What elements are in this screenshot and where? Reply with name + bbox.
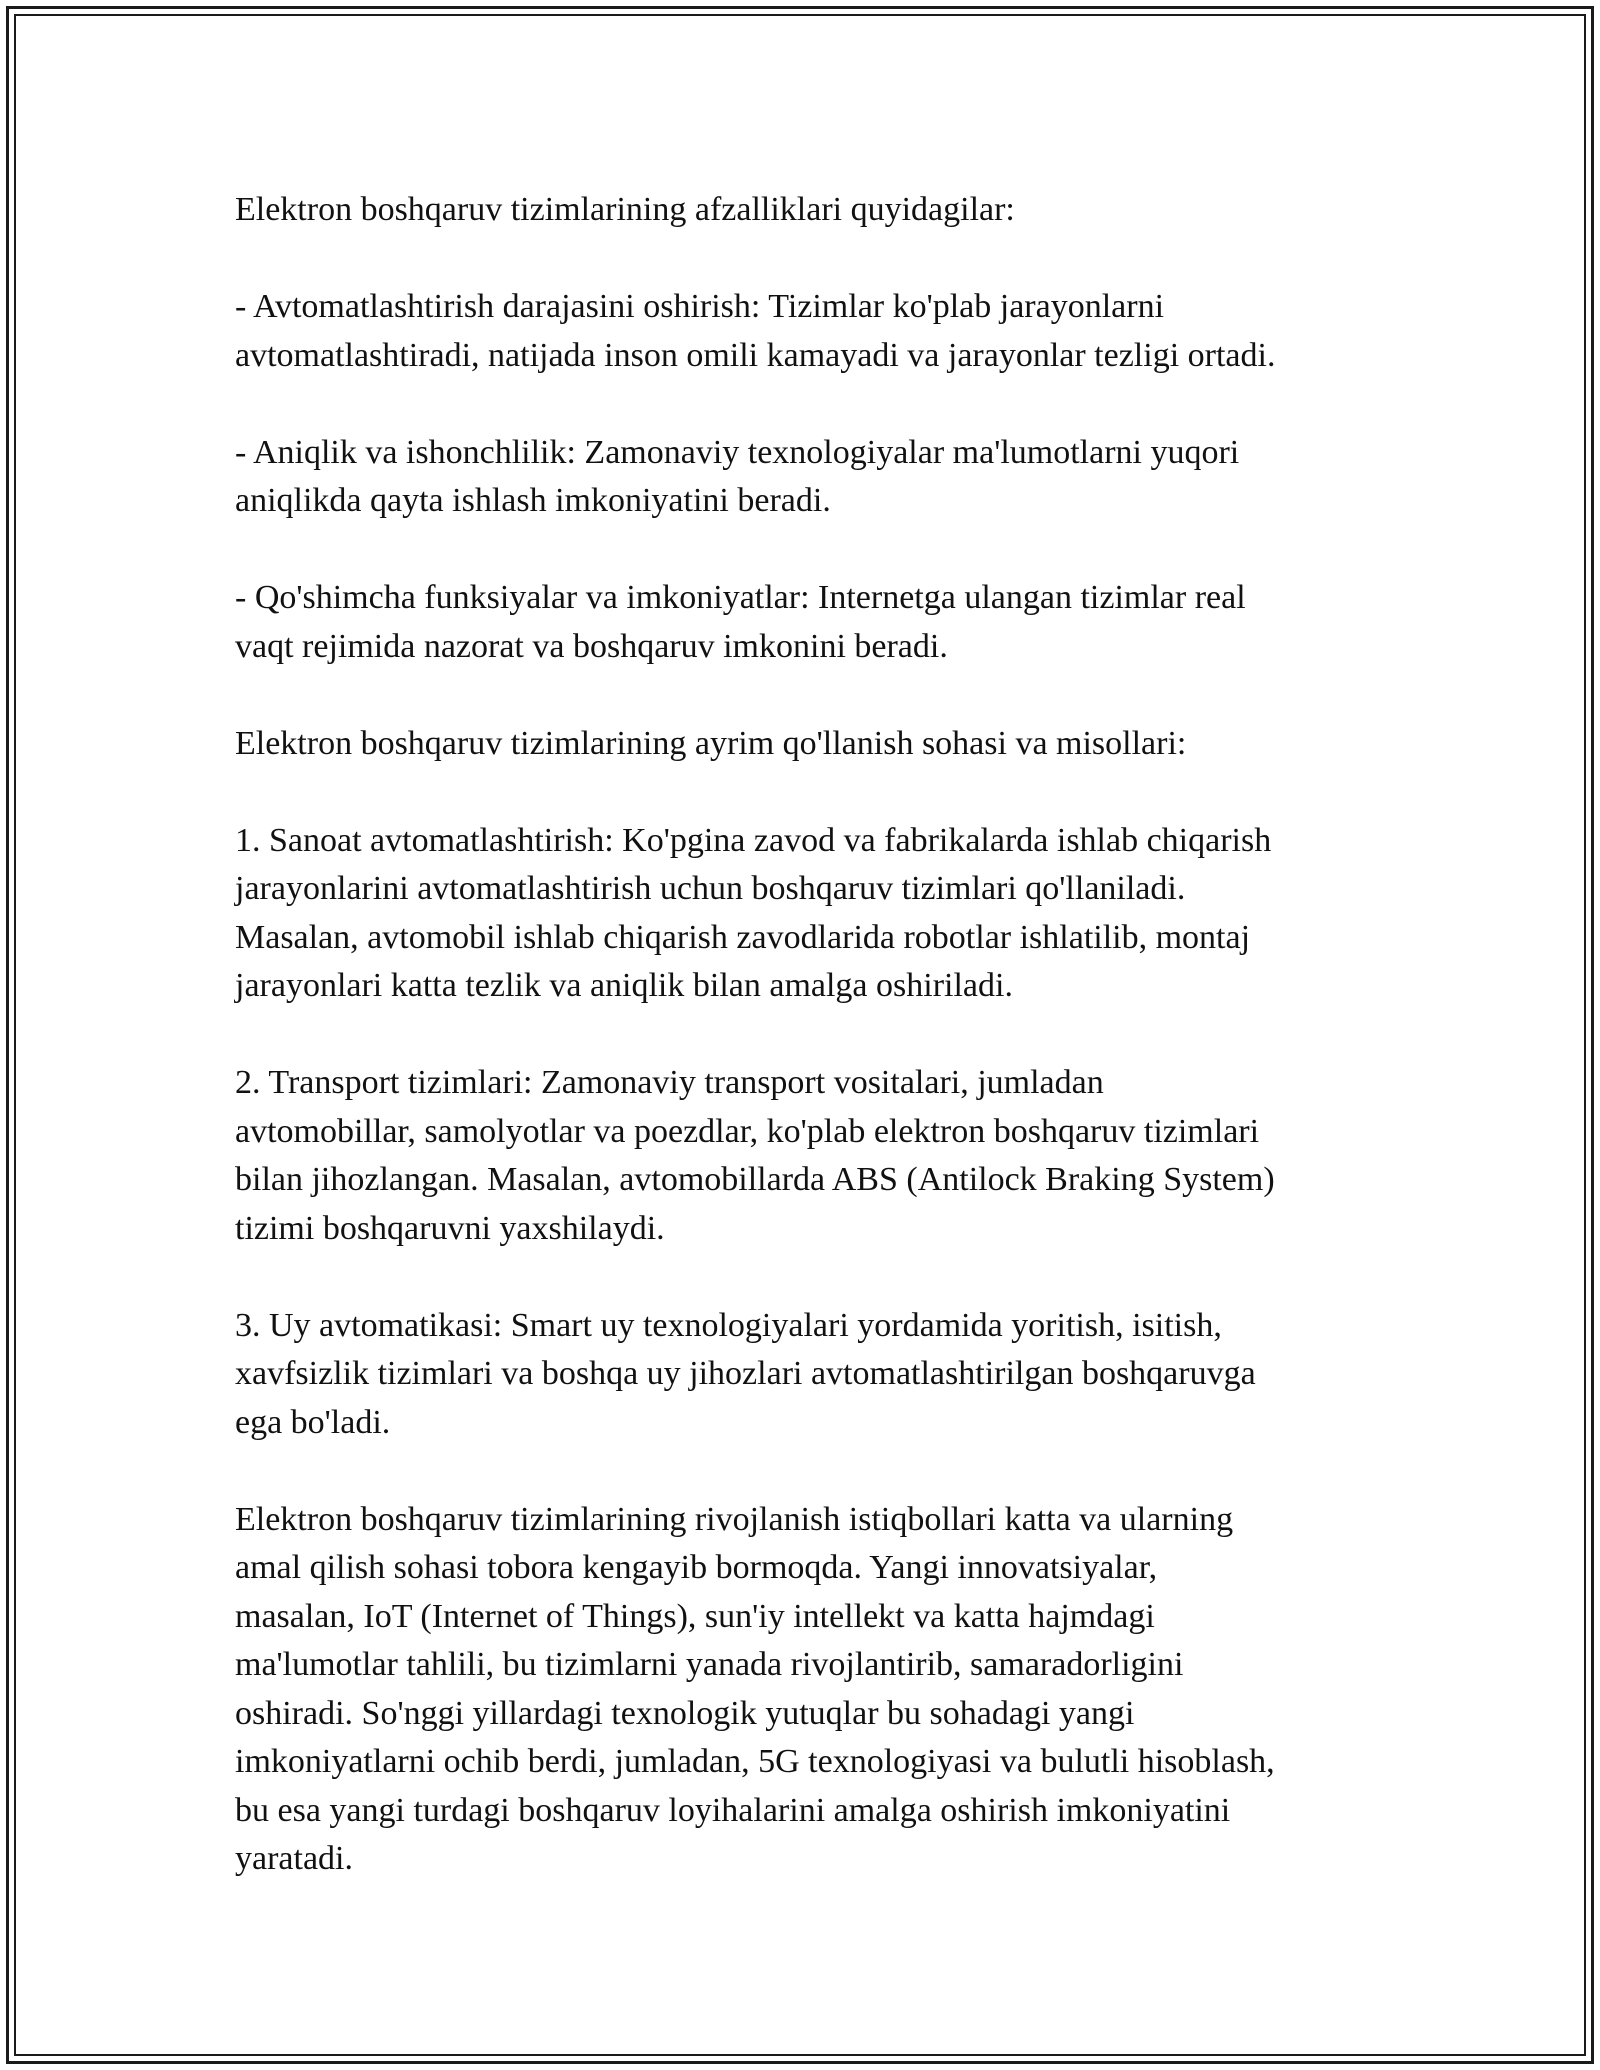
document-body <box>235 186 1375 1884</box>
intro-heading: Elektron boshqaruv tizimlarining afzalliklari quyidagilar: <box>235 191 1015 228</box>
applications-heading: Elektron boshqaruv tizimlarining ayrim qo'llanish sohasi va misollari: <box>235 724 1187 762</box>
advantage-item-features: - Qo'shimcha funksiyalar va imkoniyatlar: Internetga ulangan tizimlar real vaqt rejimida nazorat va boshqaruv imkonini beradi. <box>235 579 1246 665</box>
application-item-home: 3. Uy avtomatikasi: Smart uy texnologiyalari yordamida yoritish, isitish, xavfsizlik tizimlari va boshqa uy jihozlari avtomatlashtirilgan boshqaruvga ega bo'ladi. <box>235 1306 1256 1441</box>
application-item-transport: 2. Transport tizimlari: Zamonaviy transport vositalari, jumladan avtomobillar, samolyotlar va poezdlar, ko'plab elektron boshqaruv tizimlari bilan jihozlangan. Masalan, avtomobillarda ABS (Antilock Braking System) tizimi boshqaruvni yaxshilaydi. <box>235 1064 1275 1247</box>
advantage-item-automation: - Avtomatlashtirish darajasini oshirish: Tizimlar ko'plab jarayonlarni avtomatlashtiradi, natijada inson omili kamayadi va jarayonlar tezligi ortadi. <box>235 288 1276 374</box>
conclusion-paragraph: Elektron boshqaruv tizimlarining rivojlanish istiqbollari katta va ularning amal qilish sohasi tobora kengayib bormoqda. Yangi innovatsiyalar, masalan, IoT (Internet of Things), sun'iy intellekt va katta hajmdagi ma'lumotlar tahlili, bu tizimlarni yanada rivojlantirib, samaradorligini oshiradi. So'nggi yillardagi texnologik yutuqlar bu sohadagi yangi imkoniyatlarni ochib berdi, jumladan, 5G texnologiyasi va bulutli hisoblash, bu esa yangi turdagi boshqaruv loyihalarini amalga oshirish imkoniyatini yaratadi. <box>235 1500 1275 1877</box>
application-item-industry: 1. Sanoat avtomatlashtirish: Ko'pgina zavod va fabrikalarda ishlab chiqarish jarayonlarini avtomatlashtirish uchun boshqaruv tizimlari qo'llaniladi. Masalan, avtomobil ishlab chiqarish zavodlarida robotlar ishlatilib, montaj jarayonlari katta tezlik va aniqlik bilan amalga oshiriladi. <box>235 821 1272 1004</box>
advantage-item-accuracy: - Aniqlik va ishonchlilik: Zamonaviy texnologiyalar ma'lumotlarni yuqori aniqlikda qayta ishlash imkoniyatini beradi. <box>235 433 1240 519</box>
